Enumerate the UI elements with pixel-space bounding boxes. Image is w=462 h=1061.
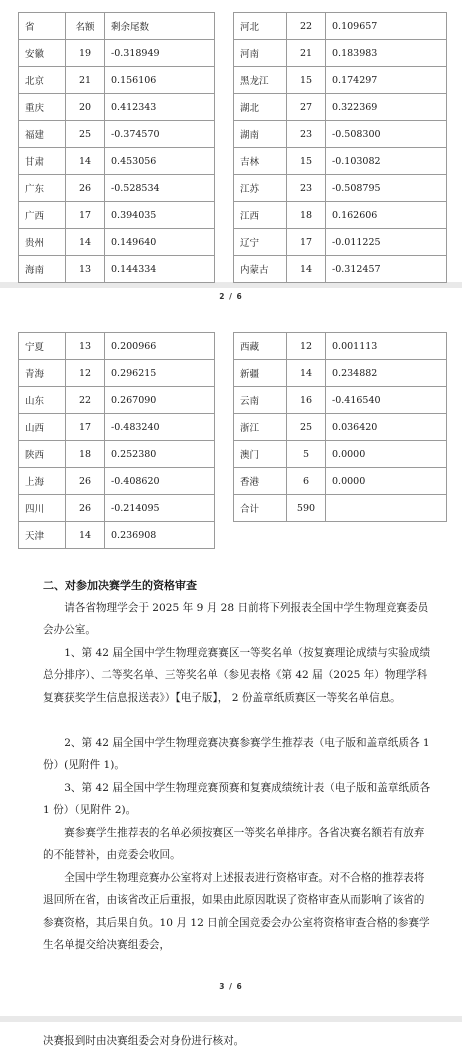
table-row xyxy=(234,202,447,229)
paragraph: 赛参赛学生推荐表的名单必须按赛区一等奖名单排序。各省决赛名额若有放弃的不能替补，由竞委会收回。 xyxy=(43,827,425,862)
remainder-cell: 0.149640 xyxy=(105,229,215,256)
quota-cell: 5 xyxy=(287,441,326,468)
paragraph: 请各省物理学会于 2025 年 9 月 28 日前将下列报表全国中学生物理竞赛委员会办公室。 xyxy=(43,602,429,637)
quota-cell: 21 xyxy=(66,67,105,94)
quota-cell: 14 xyxy=(66,229,105,256)
table-row xyxy=(234,13,447,40)
province-cell: 河南 xyxy=(234,40,287,67)
province-cell: 内蒙古 xyxy=(234,256,287,283)
quota-cell: 17 xyxy=(287,229,326,256)
quota-cell: 16 xyxy=(287,387,326,414)
quota-cell: 22 xyxy=(287,13,326,40)
remainder-cell: 0.200966 xyxy=(105,333,215,360)
province-cell: 省 xyxy=(19,13,66,40)
remainder-cell: -0.318949 xyxy=(105,40,215,67)
remainder-cell: 0.144334 xyxy=(105,256,215,283)
table-row xyxy=(234,414,447,441)
quota-cell: 23 xyxy=(287,121,326,148)
province-cell: 云南 xyxy=(234,387,287,414)
quota-cell: 26 xyxy=(66,495,105,522)
table-row xyxy=(19,121,215,148)
remainder-cell: 0.322369 xyxy=(326,94,447,121)
quota-cell: 17 xyxy=(66,414,105,441)
province-cell: 湖北 xyxy=(234,94,287,121)
table-row xyxy=(19,468,215,495)
province-cell: 浙江 xyxy=(234,414,287,441)
remainder-cell: -0.528534 xyxy=(105,175,215,202)
quota-cell: 26 xyxy=(66,175,105,202)
remainder-cell: 0.183983 xyxy=(326,40,447,67)
table-row xyxy=(234,441,447,468)
province-cell: 北京 xyxy=(19,67,66,94)
quota-cell: 6 xyxy=(287,468,326,495)
table-row xyxy=(19,441,215,468)
quota-cell: 14 xyxy=(287,360,326,387)
province-cell: 吉林 xyxy=(234,148,287,175)
remainder-cell: -0.214095 xyxy=(105,495,215,522)
table-row xyxy=(234,468,447,495)
remainder-cell: -0.508300 xyxy=(326,121,447,148)
table-row xyxy=(234,256,447,283)
table-row xyxy=(19,202,215,229)
page-number: 2 / 6 xyxy=(219,292,243,301)
remainder-cell: -0.483240 xyxy=(105,414,215,441)
province-cell: 甘肃 xyxy=(19,148,66,175)
remainder-cell: -0.103082 xyxy=(326,148,447,175)
remainder-cell: -0.374570 xyxy=(105,121,215,148)
quota-cell: 13 xyxy=(66,256,105,283)
paragraph: 1、第 42 届全国中学生物理竞赛赛区一等奖名单（按复赛理论成绩与实验成绩总分排序）、二等奖名单、三等奖名单（参见表格《第 42 届（2025 年）物理学科复赛获奖学生信息报送表》）【电子版】， 2 份盖章纸质赛区一等奖名单信息。 xyxy=(43,647,431,704)
province-cell: 澳门 xyxy=(234,441,287,468)
province-cell: 江苏 xyxy=(234,175,287,202)
table-row xyxy=(234,360,447,387)
table-row xyxy=(19,387,215,414)
remainder-cell: 0.109657 xyxy=(326,13,447,40)
remainder-cell: 0.252380 xyxy=(105,441,215,468)
province-cell: 合计 xyxy=(234,495,287,522)
province-cell: 黑龙江 xyxy=(234,67,287,94)
remainder-cell: 0.267090 xyxy=(105,387,215,414)
quota-cell: 20 xyxy=(66,94,105,121)
paragraph: 决赛报到时由决赛组委会对身份进行核对。 xyxy=(43,1035,245,1047)
table-row xyxy=(19,94,215,121)
quota-cell: 23 xyxy=(287,175,326,202)
table-row xyxy=(234,229,447,256)
remainder-cell: 0.036420 xyxy=(326,414,447,441)
remainder-cell: -0.508795 xyxy=(326,175,447,202)
province-cell: 新疆 xyxy=(234,360,287,387)
quota-cell: 26 xyxy=(66,468,105,495)
table-row xyxy=(234,121,447,148)
paragraph: 2、第 42 届全国中学生物理竞赛决赛参赛学生推荐表（电子版和盖章纸质各 1 份）(见附件 1)。 xyxy=(43,737,430,772)
remainder-cell: 0.412343 xyxy=(105,94,215,121)
table-row xyxy=(19,495,215,522)
quota-cell: 14 xyxy=(66,522,105,549)
province-cell: 宁夏 xyxy=(19,333,66,360)
table-row xyxy=(234,67,447,94)
province-cell: 海南 xyxy=(19,256,66,283)
remainder-cell: 0.0000 xyxy=(326,441,447,468)
table-row xyxy=(19,256,215,283)
quota-cell: 18 xyxy=(287,202,326,229)
quota-cell: 22 xyxy=(66,387,105,414)
remainder-cell: 0.156106 xyxy=(105,67,215,94)
paragraph: 3、第 42 届全国中学生物理竞赛预赛和复赛成绩统计表（电子版和盖章纸质各 1 份）（见附件 2)。 xyxy=(43,782,431,817)
remainder-cell: 0.236908 xyxy=(105,522,215,549)
table-row xyxy=(19,360,215,387)
remainder-cell: 0.234882 xyxy=(326,360,447,387)
quota-cell: 15 xyxy=(287,148,326,175)
table-row xyxy=(19,175,215,202)
remainder-cell: -0.408620 xyxy=(105,468,215,495)
remainder-cell: 0.001113 xyxy=(326,333,447,360)
quota-cell: 21 xyxy=(287,40,326,67)
table-row xyxy=(19,229,215,256)
quota-table-left xyxy=(18,332,215,549)
province-cell: 江西 xyxy=(234,202,287,229)
quota-table-right xyxy=(233,12,447,283)
province-cell: 安徽 xyxy=(19,40,66,67)
province-cell: 广西 xyxy=(19,202,66,229)
table-row xyxy=(234,94,447,121)
remainder-cell: 0.174297 xyxy=(326,67,447,94)
province-cell: 山西 xyxy=(19,414,66,441)
paragraph: 全国中学生物理竞赛办公室将对上述报表进行资格审查。对不合格的推荐表将退回所在省，由该省改正后重报，如果由此原因耽误了资格审查从而影响了该省的参赛资格，其后果自负。10 月 12 日前全国竞委会办公室将资格审查合格的参赛学生名单提交给决赛组委会， xyxy=(43,872,430,952)
remainder-cell: 0.0000 xyxy=(326,468,447,495)
remainder-cell: -0.416540 xyxy=(326,387,447,414)
quota-cell: 18 xyxy=(66,441,105,468)
table-row xyxy=(234,387,447,414)
quota-cell: 15 xyxy=(287,67,326,94)
remainder-cell: 0.296215 xyxy=(105,360,215,387)
remainder-cell: 0.453056 xyxy=(105,148,215,175)
quota-cell: 17 xyxy=(66,202,105,229)
quota-cell: 590 xyxy=(287,495,326,522)
quota-cell: 25 xyxy=(66,121,105,148)
quota-cell: 12 xyxy=(287,333,326,360)
quota-table-right xyxy=(233,332,447,522)
province-cell: 陕西 xyxy=(19,441,66,468)
section-heading: 二、对参加决赛学生的资格审查 xyxy=(43,579,197,592)
table-row xyxy=(19,522,215,549)
remainder-cell: -0.312457 xyxy=(326,256,447,283)
table-row xyxy=(234,495,447,522)
province-cell: 辽宁 xyxy=(234,229,287,256)
quota-cell: 14 xyxy=(287,256,326,283)
province-cell: 天津 xyxy=(19,522,66,549)
page-number: 3 / 6 xyxy=(219,982,243,991)
province-cell: 重庆 xyxy=(19,94,66,121)
quota-cell: 14 xyxy=(66,148,105,175)
quota-cell: 25 xyxy=(287,414,326,441)
province-cell: 河北 xyxy=(234,13,287,40)
table-row xyxy=(19,333,215,360)
table-row xyxy=(234,148,447,175)
remainder-cell xyxy=(326,495,447,522)
province-cell: 福建 xyxy=(19,121,66,148)
province-cell: 上海 xyxy=(19,468,66,495)
table-row xyxy=(19,414,215,441)
province-cell: 四川 xyxy=(19,495,66,522)
province-cell: 贵州 xyxy=(19,229,66,256)
table-row xyxy=(19,67,215,94)
table-row xyxy=(19,13,215,40)
quota-cell: 12 xyxy=(66,360,105,387)
remainder-cell: 剩余尾数 xyxy=(105,13,215,40)
table-row xyxy=(19,40,215,67)
table-row xyxy=(234,40,447,67)
remainder-cell: -0.011225 xyxy=(326,229,447,256)
quota-cell: 19 xyxy=(66,40,105,67)
province-cell: 青海 xyxy=(19,360,66,387)
remainder-cell: 0.162606 xyxy=(326,202,447,229)
remainder-cell: 0.394035 xyxy=(105,202,215,229)
table-row xyxy=(234,333,447,360)
province-cell: 香港 xyxy=(234,468,287,495)
quota-table-left xyxy=(18,12,215,283)
province-cell: 广东 xyxy=(19,175,66,202)
quota-cell: 27 xyxy=(287,94,326,121)
table-row xyxy=(234,175,447,202)
quota-cell: 13 xyxy=(66,333,105,360)
quota-cell: 名额 xyxy=(66,13,105,40)
province-cell: 山东 xyxy=(19,387,66,414)
province-cell: 西藏 xyxy=(234,333,287,360)
province-cell: 湖南 xyxy=(234,121,287,148)
table-row xyxy=(19,148,215,175)
